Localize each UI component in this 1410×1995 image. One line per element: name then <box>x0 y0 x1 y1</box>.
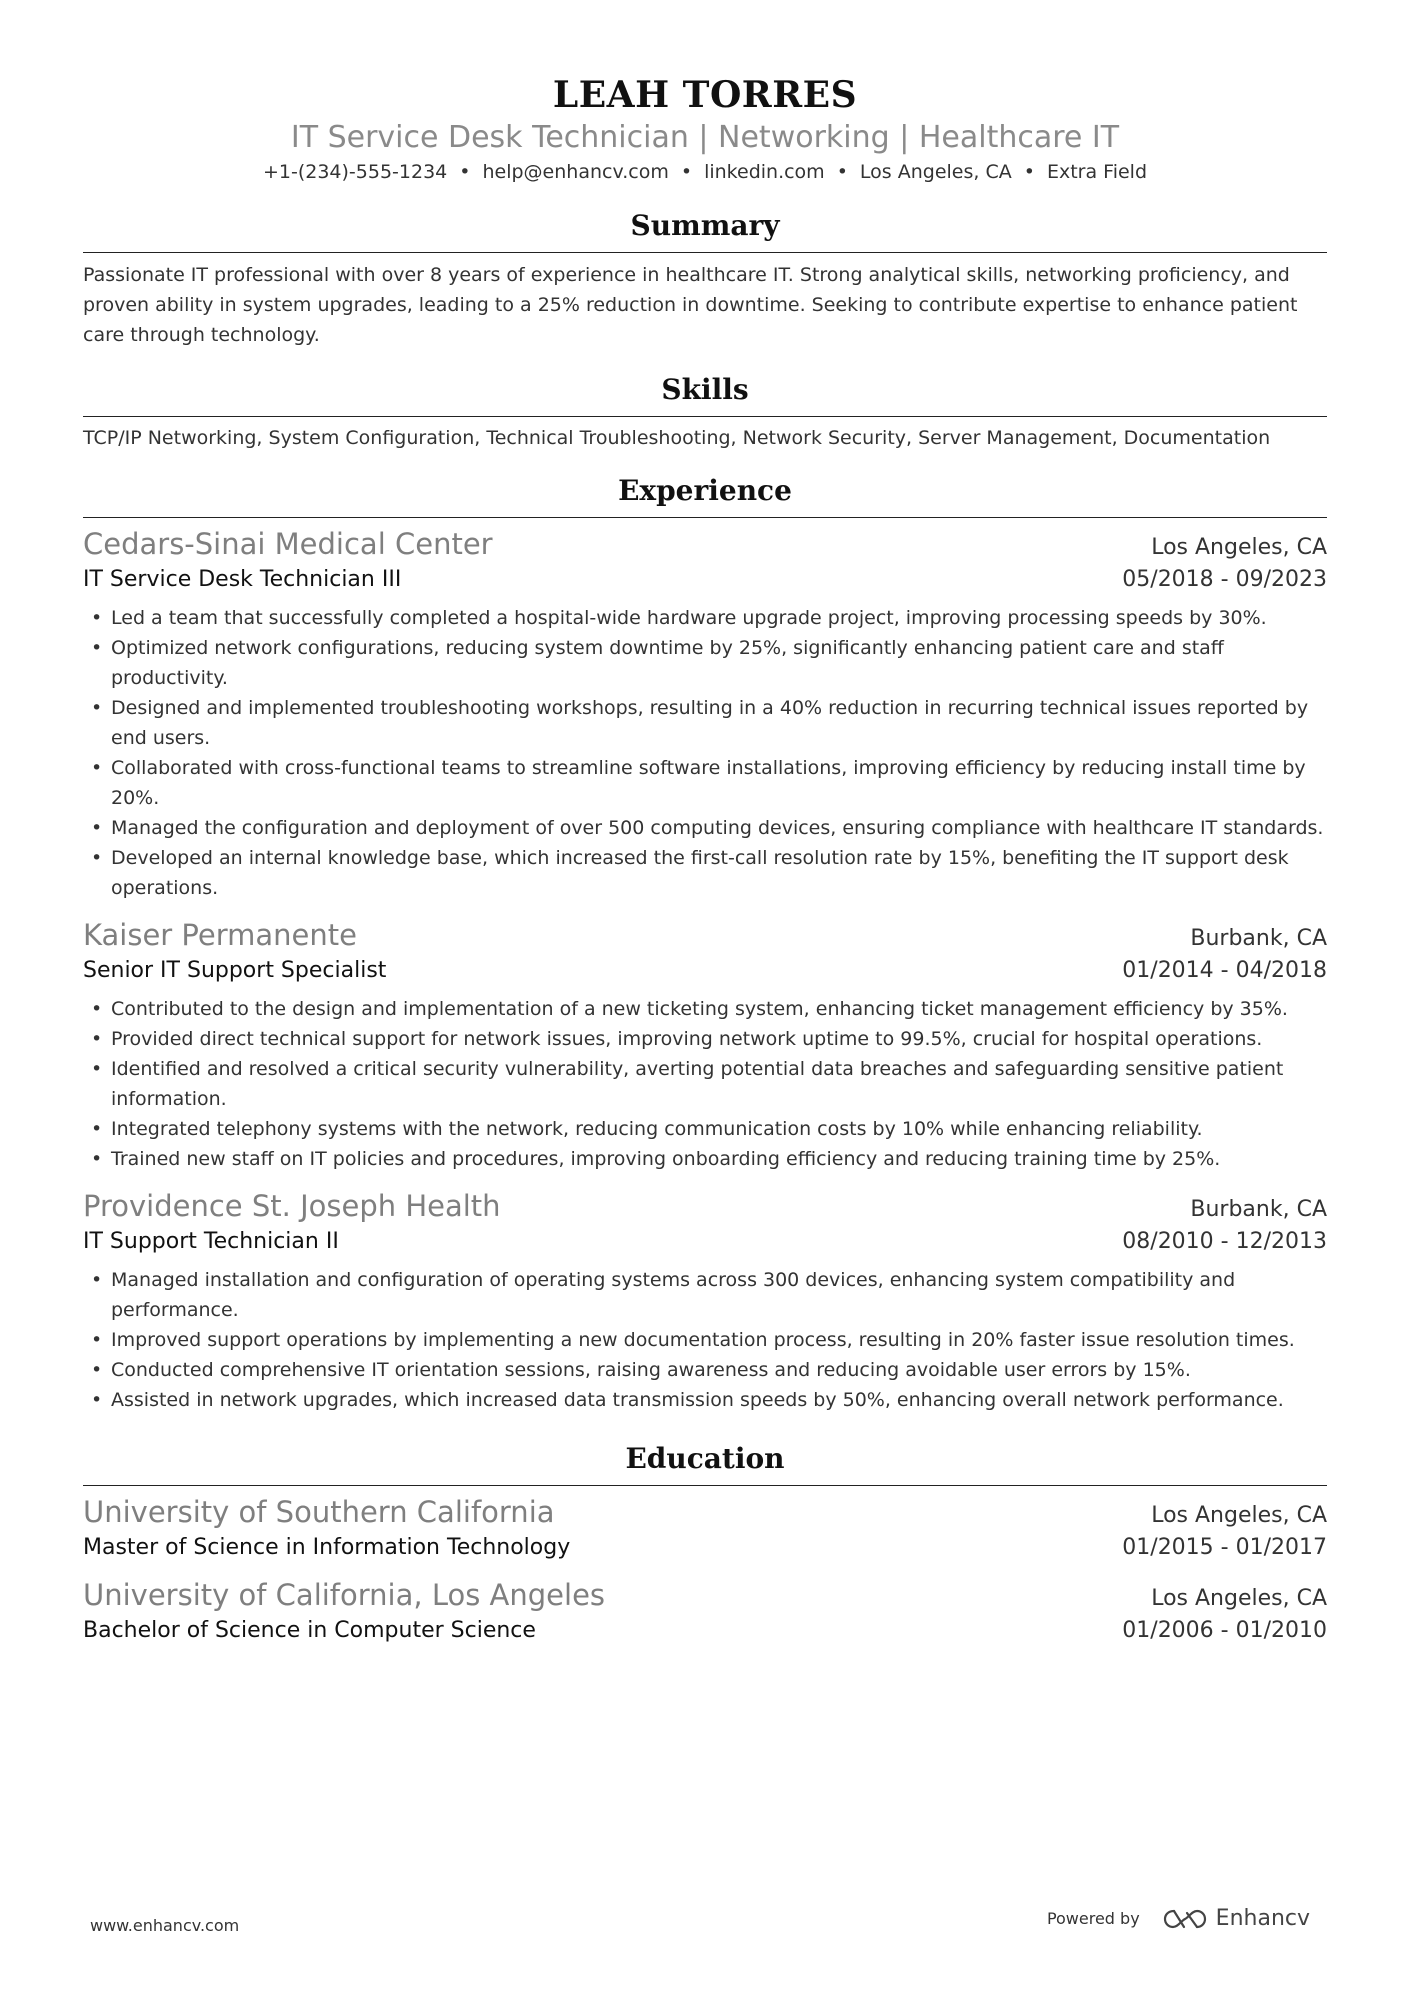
achievement-item: • Optimized network configurations, reducing system downtime by 25%, significantly enhancing patient care and staff productivity. <box>83 633 1327 693</box>
achievement-item: • Improved support operations by implementing a new documentation process, resulting in 20% faster issue resolution times. <box>83 1325 1327 1355</box>
degree: Bachelor of Science in Computer Science <box>83 1618 536 1643</box>
contact-line <box>83 158 1327 186</box>
experience-heading: Experience <box>83 473 1327 518</box>
job-dates: 01/2014 - 04/2018 <box>1122 958 1327 983</box>
school-name: University of California, Los Angeles <box>83 1578 606 1612</box>
achievement-item: • Collaborated with cross-functional teams to streamline software installations, improving efficiency by reducing install time by 20%. <box>83 753 1327 813</box>
candidate-name: LEAH TORRES <box>552 74 858 116</box>
achievement-list <box>83 603 1327 903</box>
phone: +1-(234)-555-1234 <box>262 161 448 183</box>
summary-text: Passionate IT professional with over 8 years of experience in healthcare IT. Strong analytical skills, networking proficiency, and proven ability in system upgrades, leading to a 25% reduction in downtime. Seeking to contribute expertise to enhance patient care through technology. <box>83 264 1298 346</box>
achievement-item: • Assisted in network upgrades, which increased data transmission speeds by 50%, enhancing overall network performance. <box>83 1385 1327 1415</box>
company-name: Providence St. Joseph Health <box>83 1189 501 1223</box>
achievement-list <box>83 1265 1327 1415</box>
brand-logo[interactable] <box>1162 1906 1310 1931</box>
school-location: Los Angeles, CA <box>1151 1586 1327 1611</box>
achievement-item: • Managed the configuration and deployment of over 500 computing devices, ensuring compliance with healthcare IT standards. <box>83 813 1327 843</box>
education-entry <box>83 1577 1327 1648</box>
achievement-item: • Identified and resolved a critical security vulnerability, averting potential data breaches and safeguarding sensitive patient information. <box>83 1054 1327 1114</box>
location: Los Angeles, CA <box>859 161 1012 183</box>
email-link[interactable]: help@enhancv.com <box>482 161 669 183</box>
footer-branding <box>1047 1906 1310 1931</box>
job-location: Burbank, CA <box>1190 926 1327 951</box>
achievement-item: • Provided direct technical support for network issues, improving network uptime to 99.5%, crucial for hospital operations. <box>83 1024 1327 1054</box>
summary-heading: Summary <box>83 208 1327 253</box>
linkedin-link[interactable]: linkedin.com <box>704 161 825 183</box>
candidate-headline: IT Service Desk Technician | Networking | Healthcare IT <box>290 120 1120 155</box>
separator-dot: • <box>680 161 693 183</box>
extra-field: Extra Field <box>1046 161 1148 183</box>
experience-entry <box>83 1188 1327 1415</box>
education-dates: 01/2015 - 01/2017 <box>1122 1535 1327 1560</box>
job-title: IT Support Technician II <box>83 1229 339 1254</box>
job-title: Senior IT Support Specialist <box>83 958 387 983</box>
education-entry <box>83 1494 1327 1565</box>
achievement-list <box>83 994 1327 1174</box>
skills-heading: Skills <box>83 372 1327 417</box>
job-location: Burbank, CA <box>1190 1197 1327 1222</box>
job-dates: 08/2010 - 12/2013 <box>1122 1229 1327 1254</box>
school-name: University of Southern California <box>83 1495 555 1529</box>
achievement-item: • Trained new staff on IT policies and procedures, improving onboarding efficiency and reducing training time by 25%. <box>83 1144 1327 1174</box>
education-dates: 01/2006 - 01/2010 <box>1122 1618 1327 1643</box>
job-title: IT Service Desk Technician III <box>83 567 402 592</box>
powered-by-label: Powered by <box>1046 1909 1140 1928</box>
achievement-item: • Designed and implemented troubleshooting workshops, resulting in a 40% reduction in recurring technical issues reported by end users. <box>83 693 1327 753</box>
footer-website-link[interactable]: www.enhancv.com <box>90 1916 240 1935</box>
separator-dot: • <box>1023 161 1035 183</box>
experience-entry <box>83 526 1327 903</box>
experience-entry <box>83 917 1327 1174</box>
separator-dot: • <box>459 161 471 183</box>
company-name: Kaiser Permanente <box>83 918 357 952</box>
separator-dot: • <box>836 161 848 183</box>
job-dates: 05/2018 - 09/2023 <box>1122 567 1327 592</box>
achievement-item: • Conducted comprehensive IT orientation sessions, raising awareness and reducing avoidable user errors by 15%. <box>83 1355 1327 1385</box>
skills-text: TCP/IP Networking, System Configuration, Technical Troubleshooting, Network Security, Server Management, Documentation <box>83 427 1271 449</box>
achievement-item: • Contributed to the design and implementation of a new ticketing system, enhancing ticket management efficiency by 35%. <box>83 994 1327 1024</box>
company-name: Cedars-Sinai Medical Center <box>83 527 493 561</box>
resume-content <box>83 72 1327 1648</box>
achievement-item: • Led a team that successfully completed a hospital-wide hardware upgrade project, improving processing speeds by 30%. <box>83 603 1327 633</box>
degree: Master of Science in Information Technology <box>83 1535 571 1560</box>
achievement-item: • Managed installation and configuration of operating systems across 300 devices, enhancing system compatibility and performance. <box>83 1265 1327 1325</box>
school-location: Los Angeles, CA <box>1151 1503 1327 1528</box>
brand-name: Enhancv <box>1215 1906 1310 1931</box>
enhancv-logo-icon <box>1162 1907 1208 1931</box>
education-heading: Education <box>83 1441 1327 1486</box>
job-location: Los Angeles, CA <box>1151 535 1327 560</box>
achievement-item: • Integrated telephony systems with the network, reducing communication costs by 10% while enhancing reliability. <box>83 1114 1327 1144</box>
achievement-item: • Developed an internal knowledge base, which increased the first-call resolution rate by 15%, benefiting the IT support desk operations. <box>83 843 1327 903</box>
